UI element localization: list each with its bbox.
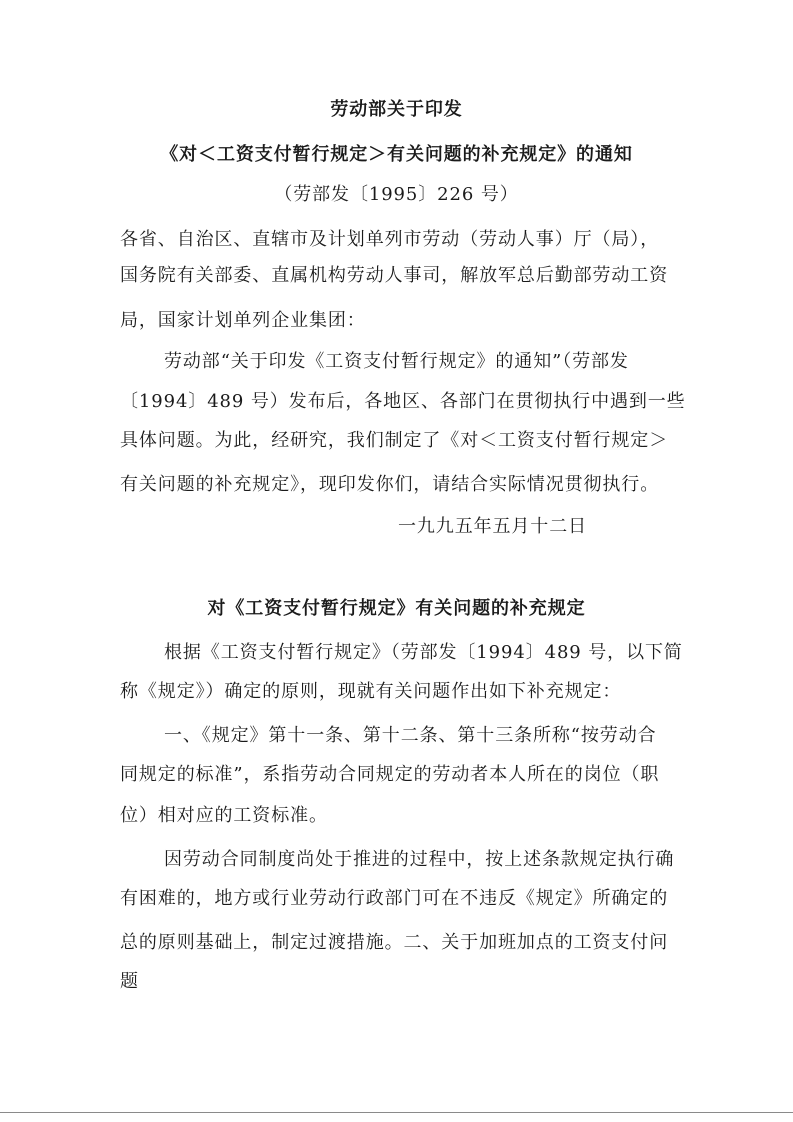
notice-title-line2: 《对＜工资支付暂行规定＞有关问题的补充规定》的通知 xyxy=(160,144,633,165)
item1-note-line: 总的原则基础上，制定过渡措施。二、关于加班加点的工资支付问 xyxy=(120,932,669,953)
item1-line: 同规定的标准”，系指劳动合同规定的劳动者本人所在的岗位（职 xyxy=(120,764,660,785)
recipients-line: 各省、自治区、直辖市及计划单列市劳动（劳动人事）厅（局）， xyxy=(120,229,660,250)
recipients-line: 国务院有关部委、直属机构劳动人事司，解放军总后勤部劳动工资 xyxy=(120,265,669,286)
page-bottom-rule xyxy=(0,1112,793,1113)
regulation-title: 对《工资支付暂行规定》有关问题的补充规定 xyxy=(207,598,586,619)
item1-note-line: 题 xyxy=(120,971,139,992)
notice-body-line: 〔1994〕489 号）发布后，各地区、各部门在贯彻执行中遇到一些 xyxy=(120,391,686,412)
notice-title-line1: 劳动部关于印发 xyxy=(330,99,463,120)
notice-body-line: 劳动部“关于印发《工资支付暂行规定》的通知”（劳部发 xyxy=(164,351,629,372)
item1-line: 一、《规定》第十一条、第十二条、第十三条所称“按劳动合 xyxy=(164,725,657,746)
regulation-intro-line: 根据《工资支付暂行规定》（劳部发〔1994〕489 号，以下简 xyxy=(164,642,683,663)
item1-note-line: 有困难的，地方或行业劳动行政部门可在不违反《规定》所确定的 xyxy=(120,888,669,909)
item1-note-line: 因劳动合同制度尚处于推进的过程中，按上述条款规定执行确 xyxy=(164,849,675,870)
item1-line: 位）相对应的工资标准。 xyxy=(120,805,328,826)
recipients-line: 局，国家计划单列企业集团： xyxy=(120,310,366,331)
notice-body-line: 具体问题。为此，经研究，我们制定了《对＜工资支付暂行规定＞ xyxy=(120,430,669,451)
doc-number: （劳部发〔1995〕226 号） xyxy=(274,184,519,205)
notice-body-line: 有关问题的补充规定》，现印发你们，请结合实际情况贯彻执行。 xyxy=(120,474,660,495)
notice-date: 一九九五年五月十二日 xyxy=(398,516,587,537)
regulation-intro-line: 称《规定》）确定的原则，现就有关问题作出如下补充规定： xyxy=(120,681,622,702)
